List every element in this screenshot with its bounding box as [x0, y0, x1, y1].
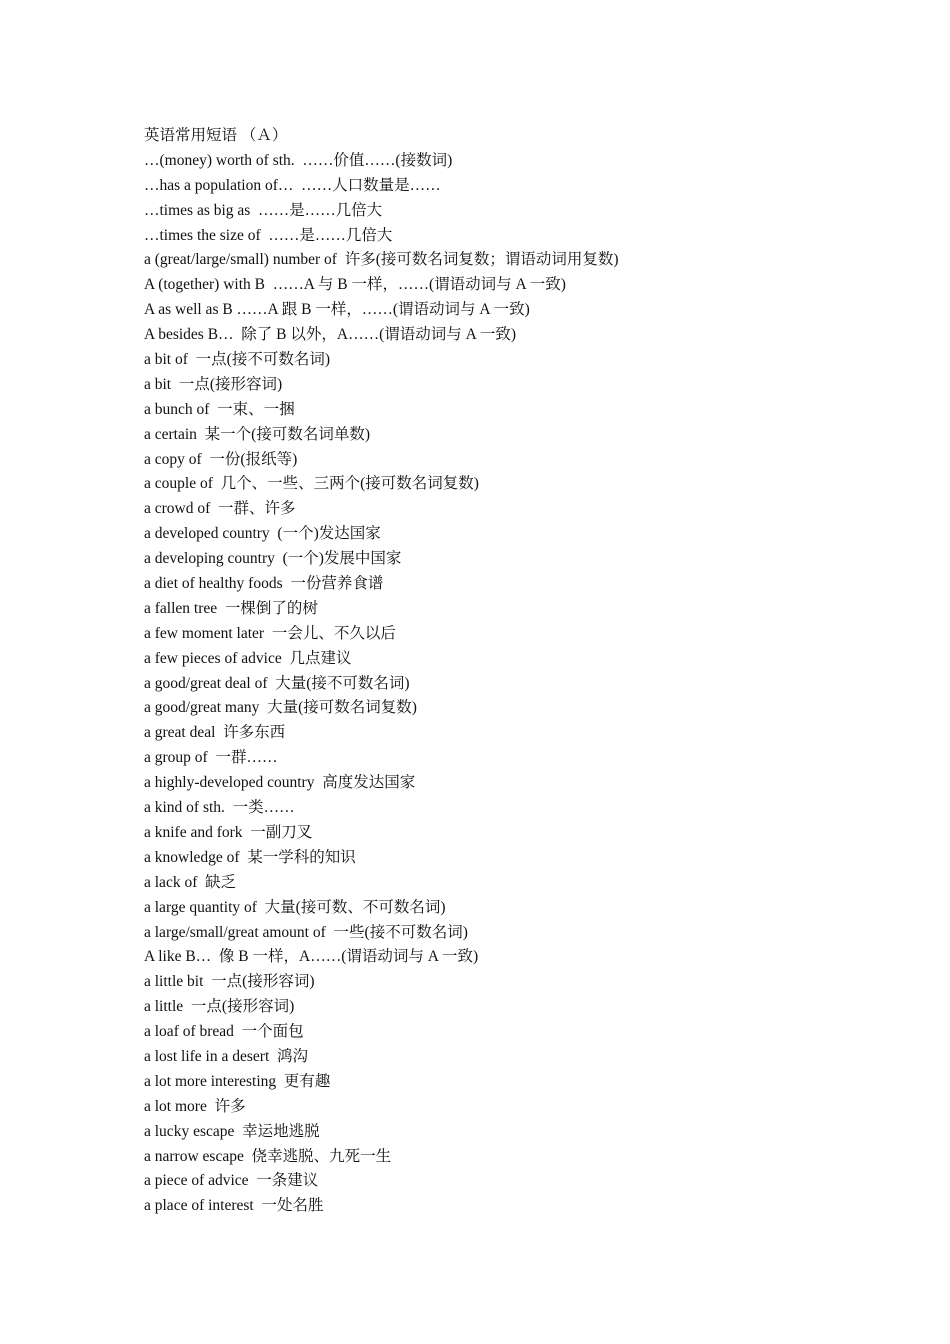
- phrase-line: …(money) worth of sth. ……价值……(接数词): [144, 151, 453, 169]
- phrase-line: a lot more 许多: [144, 1097, 246, 1115]
- phrase-line: a diet of healthy foods 一份营养食谱: [144, 575, 384, 593]
- phrase-line: A (together) with B ……A 与 B 一样，……(谓语动词与 A 一致): [144, 276, 566, 294]
- phrase-line: a narrow escape 侥幸逃脱、九死一生: [144, 1147, 392, 1165]
- phrase-line: …times as big as ……是……几倍大: [144, 201, 383, 219]
- phrase-line: a fallen tree 一棵倒了的树: [144, 599, 318, 617]
- phrase-line: a knowledge of 某一学科的知识: [144, 848, 356, 866]
- phrase-line: a little bit 一点(接形容词): [144, 973, 315, 991]
- phrase-line: a large/small/great amount of 一些(接不可数名词): [144, 923, 468, 941]
- phrase-line: a piece of advice 一条建议: [144, 1172, 319, 1190]
- phrase-line: a few pieces of advice 几点建议: [144, 649, 352, 667]
- phrase-line: …has a population of… ……人口数量是……: [144, 176, 441, 194]
- phrase-line: a couple of 几个、一些、三两个(接可数名词复数): [144, 475, 479, 493]
- phrase-line: a knife and fork 一副刀叉: [144, 823, 313, 841]
- phrase-line: a (great/large/small) number of 许多(接可数名词复数；谓语动词用复数): [144, 251, 619, 269]
- phrase-line: a group of 一群……: [144, 749, 278, 767]
- phrase-line: a bunch of 一束、一捆: [144, 400, 295, 418]
- phrase-line: a bit 一点(接形容词): [144, 375, 283, 393]
- phrase-line: a place of interest 一处名胜: [144, 1197, 324, 1215]
- phrase-line: a developing country (一个)发展中国家: [144, 550, 402, 568]
- phrase-line: a lucky escape 幸运地逃脱: [144, 1122, 320, 1140]
- phrase-line: a kind of sth. 一类……: [144, 799, 295, 817]
- phrase-line: a crowd of 一群、许多: [144, 500, 296, 518]
- phrase-list: [144, 124, 904, 1219]
- phrase-line: a large quantity of 大量(接可数、不可数名词): [144, 898, 446, 916]
- phrase-line: a loaf of bread 一个面包: [144, 1023, 304, 1041]
- phrase-line: a little 一点(接形容词): [144, 998, 295, 1016]
- document-title: 英语常用短语 （Ａ）: [144, 127, 288, 144]
- phrase-line: a lack of 缺乏: [144, 873, 237, 891]
- phrase-line: a certain 某一个(接可数名词单数): [144, 425, 370, 443]
- phrase-line: a good/great deal of 大量(接不可数名词): [144, 674, 410, 692]
- phrase-line: a copy of 一份(报纸等): [144, 450, 298, 468]
- phrase-line: a few moment later 一会儿、不久以后: [144, 624, 396, 642]
- phrase-line: a great deal 许多东西: [144, 724, 286, 742]
- phrase-line: A as well as B ……A 跟 B 一样，……(谓语动词与 A 一致): [144, 301, 530, 319]
- phrase-line: a bit of 一点(接不可数名词): [144, 351, 330, 369]
- phrase-line: a lot more interesting 更有趣: [144, 1072, 331, 1090]
- phrase-line: A like B… 像 B 一样，A……(谓语动词与 A 一致): [144, 948, 479, 966]
- phrase-line: a lost life in a desert 鸿沟: [144, 1047, 308, 1065]
- phrase-line: a good/great many 大量(接可数名词复数): [144, 699, 417, 717]
- phrase-line: …times the size of ……是……几倍大: [144, 226, 393, 244]
- phrase-line: a highly-developed country 高度发达国家: [144, 774, 416, 792]
- phrase-line: a developed country (一个)发达国家: [144, 525, 381, 543]
- phrase-line: A besides B… 除了 B 以外，A……(谓语动词与 A 一致): [144, 326, 517, 344]
